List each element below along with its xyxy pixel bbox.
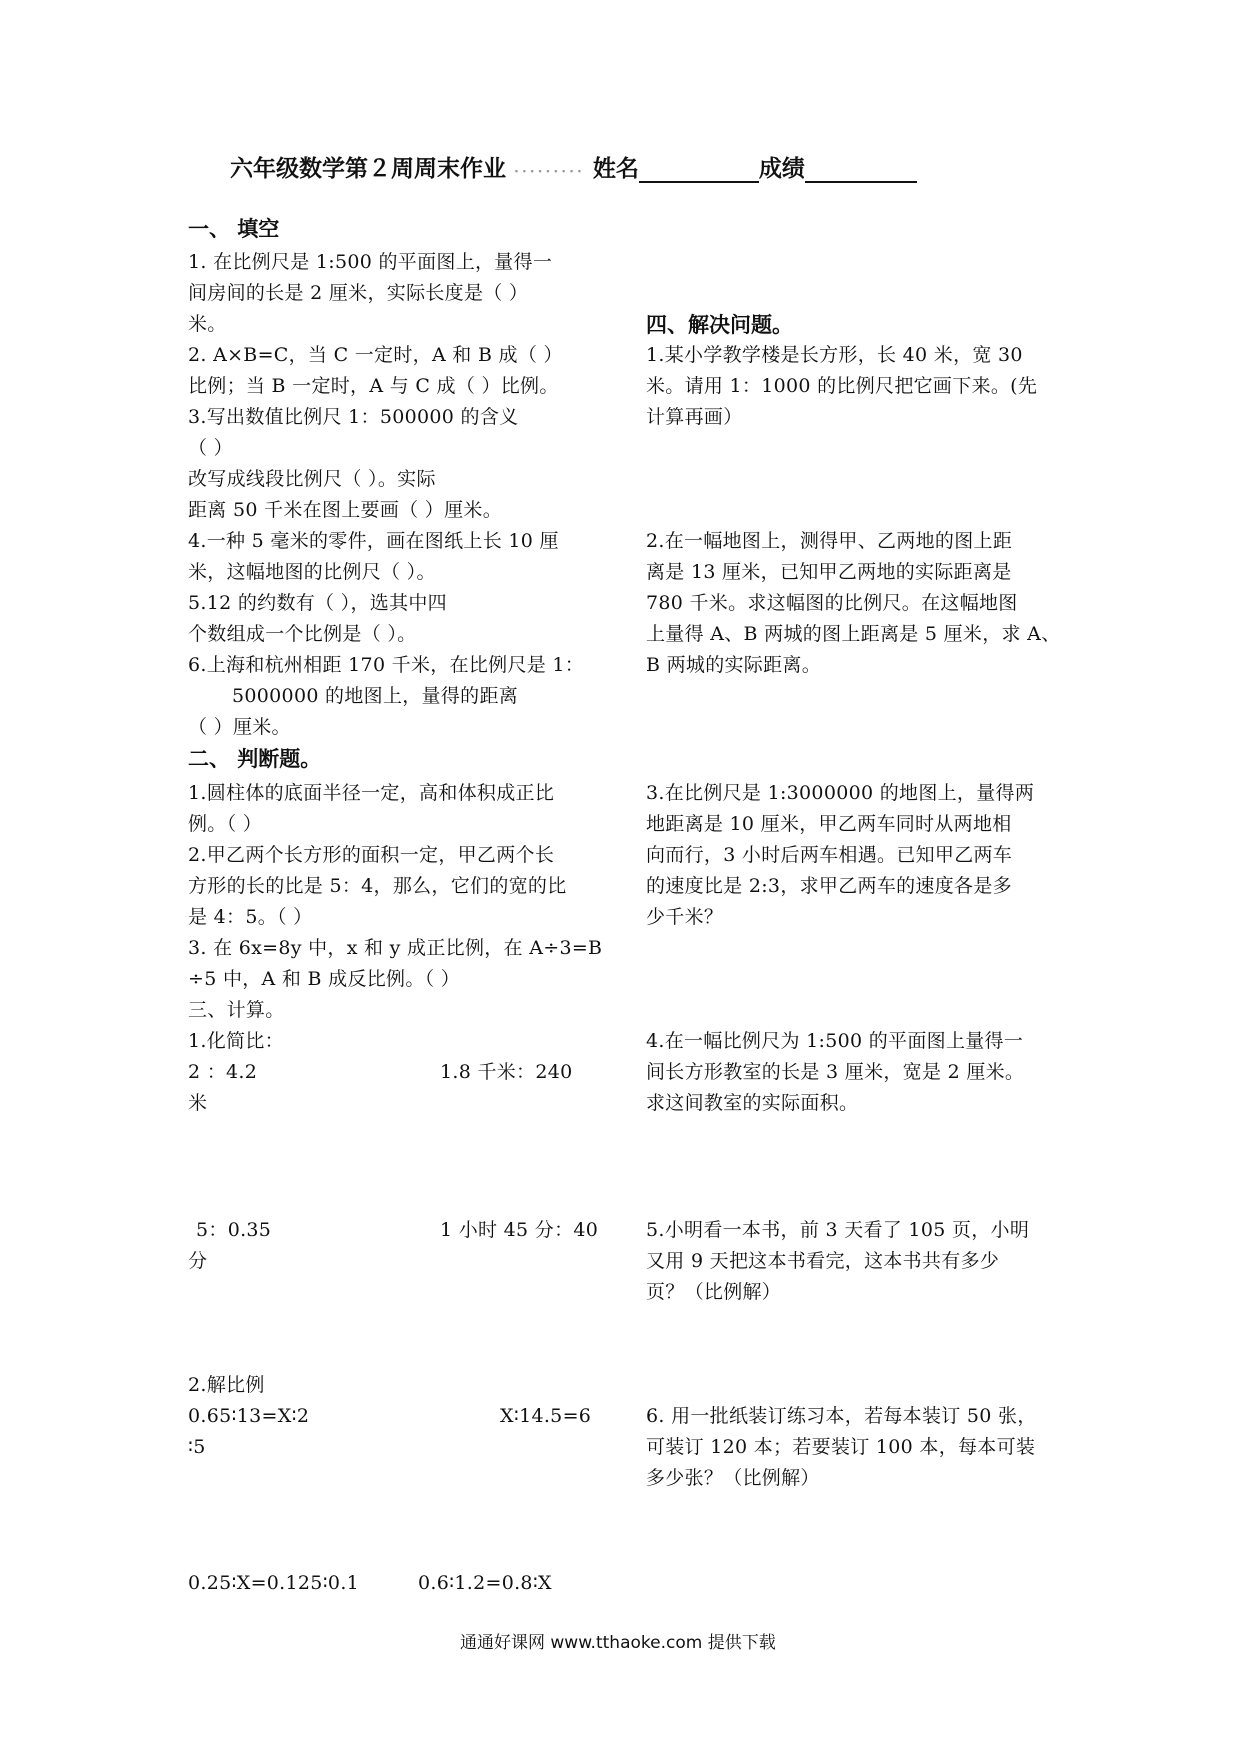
- calc-simplify-d: 1 小时 45 分：40: [440, 1219, 599, 1241]
- problem-5-line2: 又用 9 天把这本书看完，这本书共有多少: [646, 1250, 1000, 1272]
- fill-q3-line1: 3.写出数值比例尺 1：500000 的含义: [188, 406, 519, 428]
- problem-3-line5: 少千米？: [646, 906, 724, 928]
- judge-q3-line2: ÷5 中，A 和 B 成反比例。（ ）: [188, 968, 461, 990]
- problem-3-line3: 向而行，3 小时后两车相遇。已知甲乙两车: [646, 844, 1013, 866]
- judge-q1-line1: 1.圆柱体的底面半径一定，高和体积成正比: [188, 782, 555, 804]
- problem-2-line5: B 两城的实际距离。: [646, 654, 822, 676]
- problem-2-line2: 离是 13 厘米，已知甲乙两地的实际距离是: [646, 561, 1012, 583]
- fill-q6-line3: （ ）厘米。: [188, 716, 291, 738]
- fill-q1-line2: 间房间的长是 2 厘米，实际长度是（ ）: [188, 282, 529, 304]
- fill-q1-line1: 1. 在比例尺是 1:500 的平面图上，量得一: [188, 251, 553, 273]
- problem-6-line3: 多少张？（比例解）: [646, 1467, 820, 1489]
- problem-4-line1: 4.在一幅比例尺为 1:500 的平面图上量得一: [646, 1030, 1024, 1052]
- section-calc-title: 三、计算。: [188, 999, 285, 1021]
- fill-q6-line2: 5000000 的地图上，量得的距离: [232, 685, 519, 707]
- calc-simplify-title: 1.化简比：: [188, 1030, 284, 1052]
- section-fill-blank-title: 一、 填空: [188, 216, 280, 241]
- calc-simplify-d-unit: 分: [188, 1250, 208, 1272]
- calc-proportion-a: 0.65∶13=X∶2: [188, 1405, 310, 1427]
- problem-6-line2: 可装订 120 本；若要装订 100 本，每本可装: [646, 1436, 1036, 1458]
- calc-proportion-b-cont: ∶5: [188, 1436, 206, 1458]
- fill-q3-line3: 改写成线段比例尺（ ）。实际: [188, 468, 436, 490]
- score-blank: [805, 157, 917, 183]
- fill-q2-line1: 2. A×B=C，当 C 一定时，A 和 B 成（ ）: [188, 344, 563, 366]
- name-blank: [639, 157, 759, 183]
- calc-proportion-d: 0.6∶1.2=0.8∶X: [418, 1572, 552, 1594]
- calc-proportion-b: X∶14.5=6: [500, 1405, 592, 1427]
- worksheet-header: [230, 150, 917, 183]
- fill-q1-line3: 米。: [188, 313, 227, 335]
- problem-4-line2: 间长方形教室的长是 3 厘米，宽是 2 厘米。: [646, 1061, 1025, 1083]
- problem-3-line4: 的速度比是 2:3，求甲乙两车的速度各是多: [646, 875, 1012, 897]
- section-judge-title: 二、 判断题。: [188, 746, 322, 771]
- problem-2-line4: 上量得 A、B 两城的图上距离是 5 厘米，求 A、: [646, 623, 1061, 645]
- fill-q3-line2: （ ）: [188, 437, 233, 459]
- section-problems-title: 四、解决问题。: [646, 312, 793, 337]
- problem-2-line3: 780 千米。求这幅图的比例尺。在这幅地图: [646, 592, 1018, 614]
- calc-simplify-b-unit: 米: [188, 1092, 208, 1114]
- score-label: 成绩: [758, 155, 805, 182]
- problem-1-line1: 1.某小学教学楼是长方形，长 40 米，宽 30: [646, 344, 1023, 366]
- worksheet-title: 六年级数学第２周周末作业: [230, 155, 506, 182]
- judge-q1-line2: 例。（ ）: [188, 813, 263, 835]
- problem-1-line3: 计算再画）: [646, 406, 743, 428]
- problem-2-line1: 2.在一幅地图上，测得甲、乙两地的图上距: [646, 530, 1013, 552]
- fill-q4-line2: 米，这幅地图的比例尺（ ）。: [188, 561, 436, 583]
- fill-q5-line2: 个数组成一个比例是（ ）。: [188, 623, 417, 645]
- footer-credit: 通通好课网 www.tthaoke.com 提供下载: [460, 1633, 776, 1653]
- fill-q3-line4: 距离 50 千米在图上要画（ ）厘米。: [188, 499, 502, 521]
- calc-simplify-b: 1.8 千米：240: [440, 1061, 573, 1083]
- calc-proportion-c: 0.25∶X=0.125∶0.1: [188, 1572, 360, 1594]
- fill-q2-line2: 比例；当 B 一定时，A 与 C 成（ ）比例。: [188, 375, 559, 397]
- fill-q5-line1: 5.12 的约数有（ ），选其中四: [188, 592, 447, 614]
- problem-3-line2: 地距离是 10 厘米，甲乙两车同时从两地相: [646, 813, 1012, 835]
- calc-simplify-a: 2 ：4.2: [188, 1061, 258, 1083]
- judge-q2-line3: 是 4：5。（ ）: [188, 906, 313, 928]
- judge-q3-line1: 3. 在 6x=8y 中，x 和 y 成正比例，在 A÷3=B: [188, 937, 603, 959]
- fill-q6-line1: 6.上海和杭州相距 170 千米，在比例尺是 1：: [188, 654, 585, 676]
- problem-3-line1: 3.在比例尺是 1:3000000 的地图上，量得两: [646, 782, 1035, 804]
- problem-4-line3: 求这间教室的实际面积。: [646, 1092, 859, 1114]
- fill-q4-line1: 4.一种 5 毫米的零件，画在图纸上长 10 厘: [188, 530, 559, 552]
- problem-1-line2: 米。请用 1：1000 的比例尺把它画下来。(先: [646, 375, 1038, 397]
- problem-5-line1: 5.小明看一本书，前 3 天看了 105 页，小明: [646, 1219, 1030, 1241]
- problem-6-line1: 6. 用一批纸装订练习本，若每本装订 50 张，: [646, 1405, 1037, 1427]
- calc-proportion-title: 2.解比例: [188, 1374, 265, 1396]
- name-label: 姓名: [592, 155, 639, 182]
- problem-5-line3: 页？（比例解）: [646, 1281, 782, 1303]
- calc-simplify-c: 5：0.35: [196, 1219, 272, 1241]
- dotted-separator: ·········: [514, 164, 585, 180]
- judge-q2-line1: 2.甲乙两个长方形的面积一定，甲乙两个长: [188, 844, 555, 866]
- judge-q2-line2: 方形的长的比是 5：4，那么，它们的宽的比: [188, 875, 567, 897]
